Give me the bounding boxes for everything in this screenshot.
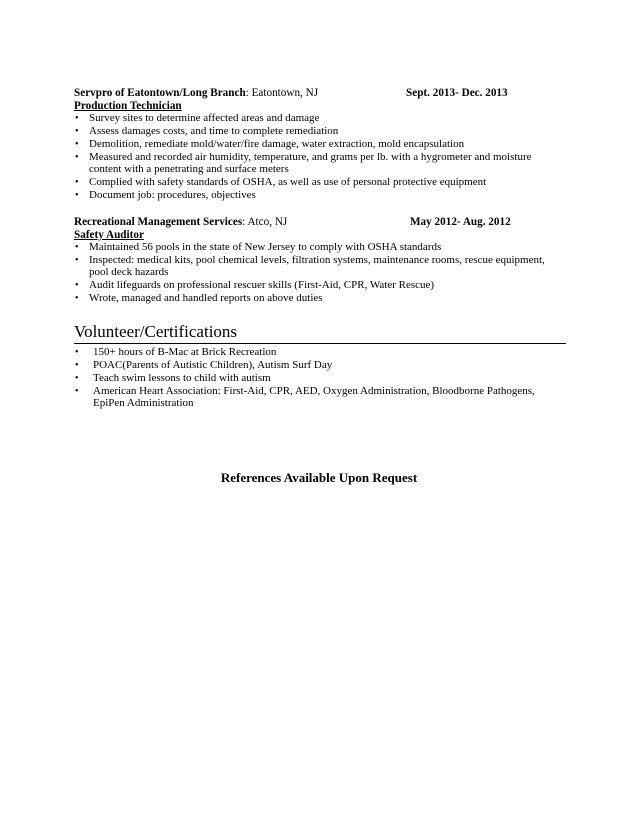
duty-text: Assess damages costs, and time to complete remediation — [89, 124, 339, 137]
list-item — [74, 293, 566, 305]
list-item — [74, 242, 566, 254]
job-location: : Atco, NJ — [242, 216, 288, 228]
volunteer-text: 150+ hours of B-Mac at Brick Recreation — [93, 346, 277, 358]
job-duties-list — [74, 242, 566, 304]
bullet-icon: • — [75, 125, 79, 137]
bullet-icon: • — [75, 151, 79, 163]
references-note: References Available Upon Request — [220, 470, 418, 485]
duty-text: Complied with safety standards of OSHA, as well as use of personal protective equipment — [89, 175, 487, 188]
volunteer-text: Teach swim lessons to child with autism — [93, 371, 271, 384]
job-title: Production Technician — [74, 100, 182, 112]
bullet-icon: • — [75, 292, 79, 304]
bullet-icon: • — [75, 176, 79, 188]
bullet-icon: • — [75, 279, 79, 291]
bullet-icon: • — [75, 242, 79, 253]
bullet-icon: • — [75, 385, 79, 397]
job-entry-recreational — [74, 215, 566, 304]
bullet-icon: • — [75, 254, 79, 266]
list-item — [74, 386, 566, 409]
job-title: Safety Auditor — [74, 229, 144, 241]
bullet-icon: • — [75, 359, 79, 371]
list-item — [74, 373, 566, 385]
list-item — [74, 152, 566, 175]
duty-text: Audit lifeguards on professional rescuer skills (First-Aid, CPR, Water Rescue) — [89, 278, 435, 291]
duty-text: Measured and recorded air humidity, temperature, and grams per lb. with a hygrometer and moisture content with a penetrating and surface meters — [89, 150, 532, 175]
list-item — [74, 113, 566, 125]
job-dates: Sept. 2013- Dec. 2013 — [406, 87, 508, 99]
duty-text: Survey sites to determine affected areas and damage — [89, 112, 320, 124]
bullet-icon: • — [75, 347, 79, 358]
job-location: : Eatontown, NJ — [245, 87, 319, 99]
company-name: Recreational Management Services — [74, 216, 243, 228]
job-header — [74, 86, 566, 100]
volunteer-text: American Heart Association: First-Aid, CPR, AED, Oxygen Administration, Bloodborne Pathogens, EpiPen Administration — [93, 384, 535, 409]
duty-text: Maintained 56 pools in the state of New Jersey to comply with OSHA standards — [89, 241, 442, 253]
company-name: Servpro of Eatontown/Long Branch — [74, 87, 246, 99]
job-header — [74, 215, 566, 229]
bullet-icon: • — [75, 189, 79, 201]
duty-text: Demolition, remediate mold/water/fire damage, water extraction, mold encapsulation — [89, 137, 465, 150]
list-item — [74, 255, 566, 278]
list-item — [74, 190, 566, 202]
list-item — [74, 280, 566, 292]
duty-text: Inspected: medical kits, pool chemical levels, filtration systems, maintenance rooms, rescue equipment, pool deck hazards — [89, 253, 545, 278]
volunteer-list — [74, 347, 566, 409]
list-item — [74, 126, 566, 138]
bullet-icon: • — [75, 138, 79, 150]
duty-text: Document job: procedures, objectives — [89, 188, 256, 201]
section-heading-volunteer: Volunteer/Certifications — [74, 322, 566, 344]
volunteer-section — [74, 347, 566, 409]
list-item — [74, 139, 566, 151]
job-duties-list — [74, 113, 566, 201]
bullet-icon: • — [75, 372, 79, 384]
volunteer-text: POAC(Parents of Autistic Children), Autism Surf Day — [93, 358, 333, 371]
list-item — [74, 360, 566, 372]
list-item — [74, 347, 566, 359]
duty-text: Wrote, managed and handled reports on above duties — [89, 291, 323, 304]
list-item — [74, 177, 566, 189]
bullet-icon: • — [75, 113, 79, 124]
job-entry-servpro — [74, 86, 566, 201]
job-dates: May 2012- Aug. 2012 — [410, 216, 511, 228]
